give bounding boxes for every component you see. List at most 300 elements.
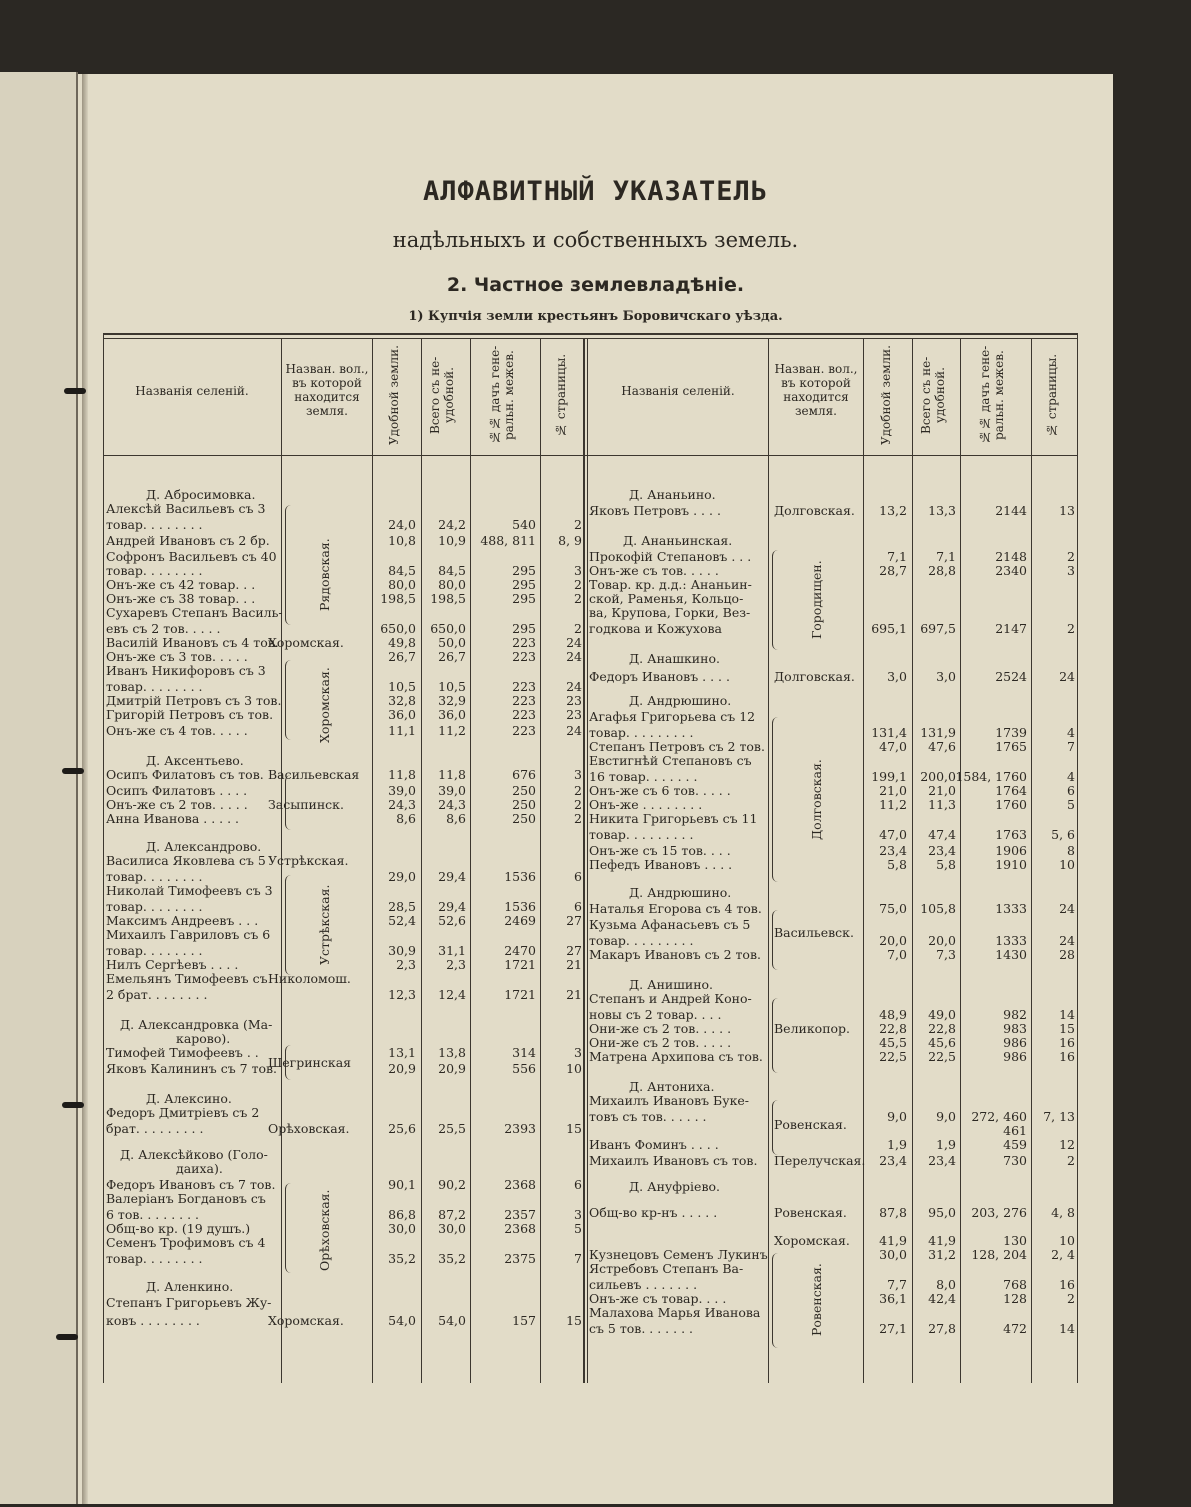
entry-name: товар. . . . . . . . . (589, 827, 694, 842)
volost-name: Хоромская. (268, 635, 344, 650)
volost-name-vertical: Долговская. (809, 759, 824, 841)
udobnoy-value: 7,7 (887, 1277, 907, 1292)
vsego-value: 29,4 (438, 899, 466, 914)
vsego-value: 5,8 (936, 857, 956, 872)
header-page: № страницы. (554, 353, 568, 437)
dacha-number: 2147 (995, 621, 1027, 636)
vsego-value: 23,4 (928, 1153, 956, 1168)
group-brace (772, 1253, 779, 1348)
udobnoy-value: 27,1 (879, 1321, 907, 1336)
dacha-number: 1910 (995, 857, 1027, 872)
udobnoy-value: 24,3 (388, 797, 416, 812)
dacha-number: 223 (512, 679, 536, 694)
page-number: 24 (1059, 669, 1075, 684)
udobnoy-value: 1,9 (887, 1137, 907, 1152)
udobnoy-value: 23,4 (879, 843, 907, 858)
vsego-value: 27,8 (928, 1321, 956, 1336)
page-number: 12 (1059, 1137, 1075, 1152)
entry-name: евъ съ 2 тов. . . . . (106, 621, 221, 636)
table-left-rule (103, 333, 104, 1383)
udobnoy-value: 48,9 (879, 1007, 907, 1022)
entry-name: Иванъ Никифоровъ съ 3 (106, 663, 266, 678)
page-number: 6 (574, 899, 582, 914)
vsego-value: 24,3 (438, 797, 466, 812)
entry-name: Тимофей Тимофеевъ . . (106, 1045, 259, 1060)
entry-name: 2 брат. . . . . . . . (106, 987, 208, 1002)
entry-name: Степанъ и Андрей Коно- (589, 991, 752, 1006)
udobnoy-value: 695,1 (871, 621, 907, 636)
page-number: 23 (566, 707, 582, 722)
volost-name: Ровенская. (774, 1205, 847, 1220)
page-number: 15 (566, 1313, 582, 1328)
page-number: 2 (574, 577, 582, 592)
udobnoy-value: 25,6 (388, 1121, 416, 1136)
dacha-number: 223 (512, 693, 536, 708)
entry-name: Д. Ануфріево. (629, 1179, 720, 1194)
udobnoy-value: 45,5 (879, 1035, 907, 1050)
udobnoy-value: 39,0 (388, 783, 416, 798)
page-number: 3 (1067, 563, 1075, 578)
vsego-value: 54,0 (438, 1313, 466, 1328)
udobnoy-value: 198,5 (380, 591, 416, 606)
dacha-number: 676 (512, 767, 536, 782)
entry-name: Д. Ананьино. (629, 487, 716, 502)
volost-name: Долговская. (774, 669, 855, 684)
entry-name: Федоръ Ивановъ съ 7 тов. (106, 1177, 276, 1192)
vsego-value: 32,9 (438, 693, 466, 708)
dacha-number: 1906 (995, 843, 1027, 858)
entry-name: товар. . . . . . . . (106, 869, 203, 884)
vsego-value: 21,0 (928, 783, 956, 798)
udobnoy-value: 28,5 (388, 899, 416, 914)
center-double-rule (583, 338, 585, 1383)
dacha-number: 1333 (995, 933, 1027, 948)
dacha-number: 982 (1003, 1007, 1027, 1022)
dacha-number: 2368 (504, 1221, 536, 1236)
entry-name: Софронъ Васильевъ съ 40 (106, 549, 277, 564)
entry-name: товар. . . . . . . . (106, 679, 203, 694)
entry-name: ской, Раменья, Кольцо- (589, 591, 744, 606)
entry-name: Василиса Яковлева съ 5 (106, 853, 266, 868)
page-number: 5, 6 (1051, 827, 1075, 842)
udobnoy-value: 7,0 (887, 947, 907, 962)
page-number: 14 (1059, 1007, 1075, 1022)
page-number: 21 (566, 957, 582, 972)
entry-name: Д. Андрюшино. (629, 885, 732, 900)
dacha-number: 1763 (995, 827, 1027, 842)
subsection-title: 1) Купчія земли крестьянъ Боровичскаго уѣзда. (408, 309, 783, 324)
udobnoy-value: 80,0 (388, 577, 416, 592)
dacha-number: 1721 (504, 987, 536, 1002)
udobnoy-value: 47,0 (879, 827, 907, 842)
entry-name: Д. Александровка (Ма- (120, 1017, 273, 1032)
dacha-number: 314 (512, 1045, 536, 1060)
volost-name: Устрѣкская. (268, 853, 349, 868)
dacha-number: 128 (1003, 1291, 1027, 1306)
entry-name: Д. Александрово. (146, 839, 262, 854)
section-title: 2. Частное землевладѣніе. (446, 274, 745, 296)
page-number: 21 (566, 987, 582, 1002)
page-number: 15 (1059, 1021, 1075, 1036)
volost-name: Орѣховская. (268, 1121, 350, 1136)
entry-name: Максимъ Андреевъ . . . (106, 913, 259, 928)
udobnoy-value: 35,2 (388, 1251, 416, 1266)
entry-name: Ястребовъ Степанъ Ва- (589, 1261, 744, 1276)
page-title: АЛФАВИТНЫЙ УКАЗАТЕЛЬ (422, 176, 769, 207)
dacha-number: 295 (512, 563, 536, 578)
vsego-value: 23,4 (928, 843, 956, 858)
volost-name: Васильевская (268, 767, 360, 782)
entry-name: Д. Абросимовка. (146, 487, 256, 502)
dacha-number: 250 (512, 797, 536, 812)
vsego-value: 3,0 (936, 669, 956, 684)
entry-name: Д. Ананьинская. (623, 533, 733, 548)
vsego-value: 8,0 (936, 1277, 956, 1292)
entry-name: Онъ-же съ 6 тов. . . . . (589, 783, 731, 798)
udobnoy-value: 13,1 (388, 1045, 416, 1060)
entry-name: Иванъ Фоминъ . . . . (589, 1137, 719, 1152)
dacha-number: 472 (1003, 1321, 1027, 1336)
dacha-number: 223 (512, 635, 536, 650)
udobnoy-value: 12,3 (388, 987, 416, 1002)
header-vsego: Всего съ не- удобной. (919, 356, 947, 434)
entry-name: Онъ-же съ 42 товар. . . (106, 577, 256, 592)
udobnoy-value: 20,0 (879, 933, 907, 948)
entry-name: Степанъ Григорьевъ Жу- (106, 1295, 272, 1310)
entry-name: товар. . . . . . . . . (589, 933, 694, 948)
entry-name: Они-же съ 2 тов. . . . . (589, 1035, 732, 1050)
entry-name: Яковъ Калининъ съ 7 тов. (106, 1061, 278, 1076)
udobnoy-value: 36,0 (388, 707, 416, 722)
udobnoy-value: 84,5 (388, 563, 416, 578)
udobnoy-value: 30,0 (879, 1247, 907, 1262)
dacha-number: 2357 (504, 1207, 536, 1222)
entry-name: Товар. кр. д.д.: Ананьин- (589, 577, 752, 592)
volost-name: Хоромская. (774, 1233, 850, 1248)
entry-name: товар. . . . . . . . (106, 899, 203, 914)
udobnoy-value: 30,9 (388, 943, 416, 958)
group-brace (285, 660, 292, 740)
vsego-value: 31,2 (928, 1247, 956, 1262)
entry-name: Федоръ Ивановъ . . . . (589, 669, 730, 684)
page-number: 24 (566, 649, 582, 664)
dacha-number: 459 (1003, 1137, 1027, 1152)
udobnoy-value: 23,4 (879, 1153, 907, 1168)
vsego-value: 105,8 (920, 901, 956, 916)
entry-name: Пефедъ Ивановъ . . . . (589, 857, 733, 872)
volost-name: Васильевск. (774, 925, 854, 940)
vsego-value: 7,1 (936, 549, 956, 564)
dacha-number: 1760 (995, 797, 1027, 812)
entry-name: Михаилъ Ивановъ Буке- (589, 1093, 750, 1108)
vsego-value: 35,2 (438, 1251, 466, 1266)
vsego-value: 45,6 (928, 1035, 956, 1050)
udobnoy-value: 650,0 (380, 621, 416, 636)
vsego-value: 20,9 (438, 1061, 466, 1076)
udobnoy-value: 29,0 (388, 869, 416, 884)
entry-name: товъ съ тов. . . . . . (589, 1109, 707, 1124)
page-number: 24 (566, 635, 582, 650)
dacha-number: 556 (512, 1061, 536, 1076)
table-top-rule (103, 333, 1078, 335)
entry-name: Василій Ивановъ съ 4 тов. (106, 635, 279, 650)
page-number: 2 (1067, 549, 1075, 564)
volost-name: Перелучская. (774, 1153, 866, 1168)
volost-name-vertical: Устрѣкская. (317, 884, 332, 966)
udobnoy-value: 36,1 (879, 1291, 907, 1306)
entry-name: Онъ-же . . . . . . . . (589, 797, 703, 812)
dacha-number: 1739 (995, 725, 1027, 740)
udobnoy-value: 47,0 (879, 739, 907, 754)
entry-name: Онъ-же съ 3 тов. . . . . (106, 649, 248, 664)
volost-name-vertical: Городищен. (809, 560, 824, 640)
entry-name: Андрей Ивановъ съ 2 бр. (106, 533, 270, 548)
vsego-value: 22,5 (928, 1049, 956, 1064)
vsego-value: 12,4 (438, 987, 466, 1002)
vsego-value: 2,3 (446, 957, 466, 972)
group-brace (772, 550, 779, 650)
volost-name: Долговская. (774, 503, 855, 518)
entry-name: Общ-во кр-нъ . . . . . (589, 1205, 718, 1220)
page-number: 2 (574, 517, 582, 532)
vsego-value: 8,6 (446, 811, 466, 826)
page-number: 27 (566, 913, 582, 928)
column-rule (912, 338, 913, 1383)
page-number: 15 (566, 1121, 582, 1136)
entry-name: Прокофій Степановъ . . . (589, 549, 752, 564)
udobnoy-value: 22,5 (879, 1049, 907, 1064)
entry-name: даиха). (176, 1161, 223, 1176)
column-rule (863, 338, 864, 1383)
udobnoy-value: 5,8 (887, 857, 907, 872)
dacha-number: 223 (512, 707, 536, 722)
entry-name: Онъ-же съ 15 тов. . . . (589, 843, 731, 858)
dacha-number: 2375 (504, 1251, 536, 1266)
page-number: 6 (574, 1177, 582, 1192)
dacha-number: 157 (512, 1313, 536, 1328)
page-number: 4 (1067, 725, 1075, 740)
entry-name: Яковъ Петровъ . . . . (589, 503, 721, 518)
udobnoy-value: 86,8 (388, 1207, 416, 1222)
entry-name: Валеріанъ Богдановъ съ (106, 1191, 266, 1206)
entry-name: Д. Алексѣйково (Голо- (120, 1147, 268, 1162)
entry-name: Сухаревъ Степанъ Василь- (106, 605, 283, 620)
udobnoy-value: 75,0 (879, 901, 907, 916)
page-number: 2 (574, 591, 582, 606)
binding-thread (62, 1102, 84, 1108)
udobnoy-value: 90,1 (388, 1177, 416, 1192)
vsego-value: 47,6 (928, 739, 956, 754)
header-bottom-rule (103, 455, 1078, 456)
vsego-value: 20,0 (928, 933, 956, 948)
vsego-value: 39,0 (438, 783, 466, 798)
dacha-number: 2470 (504, 943, 536, 958)
page-number: 27 (566, 943, 582, 958)
vsego-value: 22,8 (928, 1021, 956, 1036)
udobnoy-value: 52,4 (388, 913, 416, 928)
entry-name: Общ-во кр. (19 душъ.) (106, 1221, 251, 1236)
entry-name: Д. Андрюшино. (629, 693, 732, 708)
entry-name: Макаръ Ивановъ съ 2 тов. (589, 947, 761, 962)
page-number: 6 (1067, 783, 1075, 798)
table-right-rule (1077, 333, 1078, 1383)
udobnoy-value: 20,9 (388, 1061, 416, 1076)
entry-name: товар. . . . . . . . (106, 943, 203, 958)
page-number: 7 (574, 1251, 582, 1266)
entry-name: товар. . . . . . . . (106, 563, 203, 578)
vsego-value: 1,9 (936, 1137, 956, 1152)
udobnoy-value: 10,8 (388, 533, 416, 548)
entry-name: Никита Григорьевъ съ 11 (589, 811, 758, 826)
udobnoy-value: 32,8 (388, 693, 416, 708)
udobnoy-value: 199,1 (871, 769, 907, 784)
page-number: 5 (1067, 797, 1075, 812)
dacha-number: 540 (512, 517, 536, 532)
page-number: 4 (1067, 769, 1075, 784)
entry-name: ковъ . . . . . . . . (106, 1313, 200, 1328)
vsego-value: 13,3 (928, 503, 956, 518)
entry-name: Матрена Архипова съ тов. (589, 1049, 763, 1064)
column-rule (1031, 338, 1032, 1383)
page-number: 2 (574, 621, 582, 636)
page-number: 2 (1067, 1153, 1075, 1168)
udobnoy-value: 11,8 (388, 767, 416, 782)
entry-name: Михаилъ Гавриловъ съ 6 (106, 927, 271, 942)
vsego-value: 200,0 (920, 769, 956, 784)
entry-name: Кузнецовъ Семенъ Лукинъ (589, 1247, 768, 1262)
entry-name: брат. . . . . . . . . (106, 1121, 204, 1136)
vsego-value: 42,4 (928, 1291, 956, 1306)
vsego-value: 47,4 (928, 827, 956, 842)
udobnoy-value: 10,5 (388, 679, 416, 694)
entry-name: Кузьма Афанасьевъ съ 5 (589, 917, 751, 932)
dacha-number: 272, 460 (971, 1109, 1027, 1124)
entry-name: ва, Крупова, Горки, Вез- (589, 605, 751, 620)
entry-name: карово). (176, 1031, 231, 1046)
page-number: 3 (574, 767, 582, 782)
vsego-value: 198,5 (430, 591, 466, 606)
vsego-value: 11,2 (438, 723, 466, 738)
page-number: 2 (1067, 1291, 1075, 1306)
udobnoy-value: 41,9 (879, 1233, 907, 1248)
binding-thread (56, 1334, 78, 1340)
entry-name: Михаилъ Ивановъ съ тов. (589, 1153, 758, 1168)
dacha-number: 250 (512, 783, 536, 798)
dacha-number: 295 (512, 621, 536, 636)
page-number: 3 (574, 1207, 582, 1222)
entry-name: Осипъ Филатовъ . . . . (106, 783, 248, 798)
vsego-value: 650,0 (430, 621, 466, 636)
dacha-number: 2393 (504, 1121, 536, 1136)
udobnoy-value: 21,0 (879, 783, 907, 798)
binding-thread (64, 388, 86, 394)
dacha-number: 295 (512, 591, 536, 606)
entry-name: Николай Тимофеевъ съ 3 (106, 883, 273, 898)
dacha-number: 768 (1003, 1277, 1027, 1292)
vsego-value: 36,0 (438, 707, 466, 722)
udobnoy-value: 2,3 (396, 957, 416, 972)
dacha-number: 2469 (504, 913, 536, 928)
dacha-number: 223 (512, 723, 536, 738)
dacha-number: 203, 276 (971, 1205, 1027, 1220)
udobnoy-value: 54,0 (388, 1313, 416, 1328)
udobnoy-value: 9,0 (887, 1109, 907, 1124)
entry-name: Емельянъ Тимофеевъ съ (106, 971, 268, 986)
entry-name: Онъ-же съ 2 тов. . . . . (106, 797, 248, 812)
vsego-value: 29,4 (438, 869, 466, 884)
page-number: 28 (1059, 947, 1075, 962)
page-number: 24 (1059, 901, 1075, 916)
entry-name: сильевъ . . . . . . . (589, 1277, 698, 1292)
dacha-number: 1765 (995, 739, 1027, 754)
vsego-value: 80,0 (438, 577, 466, 592)
volost-name: Хоромская. (268, 1313, 344, 1328)
entry-name: Осипъ Филатовъ съ тов. (106, 767, 264, 782)
dacha-number: 2340 (995, 563, 1027, 578)
vsego-value: 84,5 (438, 563, 466, 578)
udobnoy-value: 22,8 (879, 1021, 907, 1036)
group-brace (772, 910, 779, 970)
entry-name: Нилъ Сергѣевъ . . . . (106, 957, 239, 972)
entry-name: Федоръ Дмитріевъ съ 2 (106, 1105, 260, 1120)
dacha-number: 2368 (504, 1177, 536, 1192)
header-volost: Назван. вол., въ которой находится земля. (774, 362, 858, 418)
volost-name-vertical: Ровенская. (809, 1263, 824, 1337)
dacha-number: 2144 (995, 503, 1027, 518)
vsego-value: 9,0 (936, 1109, 956, 1124)
entry-name: Семенъ Трофимовъ съ 4 (106, 1235, 266, 1250)
page-number: 2, 4 (1051, 1247, 1075, 1262)
dacha-number: 250 (512, 811, 536, 826)
udobnoy-value: 7,1 (887, 549, 907, 564)
vsego-value: 11,3 (928, 797, 956, 812)
entry-name: Григорій Петровъ съ тов. (106, 707, 274, 722)
header-name: Названія селеній. (621, 384, 735, 398)
udobnoy-value: 24,0 (388, 517, 416, 532)
dacha-number: 986 (1003, 1035, 1027, 1050)
entry-name: товар. . . . . . . . (106, 517, 203, 532)
volost-name: Николомош. (268, 971, 351, 986)
entry-name: Д. Анишино. (629, 977, 714, 992)
header-vsego: Всего съ не- удобной. (428, 356, 456, 434)
dacha-number: 223 (512, 649, 536, 664)
entry-name: 6 тов. . . . . . . . (106, 1207, 200, 1222)
udobnoy-value: 8,6 (396, 811, 416, 826)
vsego-value: 28,8 (928, 563, 956, 578)
page-number: 3 (574, 563, 582, 578)
header-page: № страницы. (1045, 353, 1059, 437)
entry-name: Д. Антониха. (629, 1079, 715, 1094)
entry-name: Онъ-же съ 38 товар. . . (106, 591, 256, 606)
entry-name: Дмитрій Петровъ съ 3 тов. (106, 693, 282, 708)
entry-name: съ 5 тов. . . . . . . (589, 1321, 693, 1336)
entry-name: Наталья Егорова съ 4 тов. (589, 901, 762, 916)
page-number: 8, 9 (558, 533, 582, 548)
group-brace (285, 1183, 292, 1273)
udobnoy-value: 87,8 (879, 1205, 907, 1220)
entry-name: Онъ-же съ 4 тов. . . . . (106, 723, 248, 738)
vsego-value: 49,0 (928, 1007, 956, 1022)
vsego-value: 13,8 (438, 1045, 466, 1060)
vsego-value: 90,2 (438, 1177, 466, 1192)
udobnoy-value: 11,1 (388, 723, 416, 738)
binding-thread (62, 768, 84, 774)
entry-name: товар. . . . . . . . . (589, 725, 694, 740)
dacha-number: 730 (1003, 1153, 1027, 1168)
page-number: 10 (566, 1061, 582, 1076)
entry-name: Алексѣй Васильевъ съ 3 (106, 501, 266, 516)
volost-name: Великопор. (774, 1021, 851, 1036)
